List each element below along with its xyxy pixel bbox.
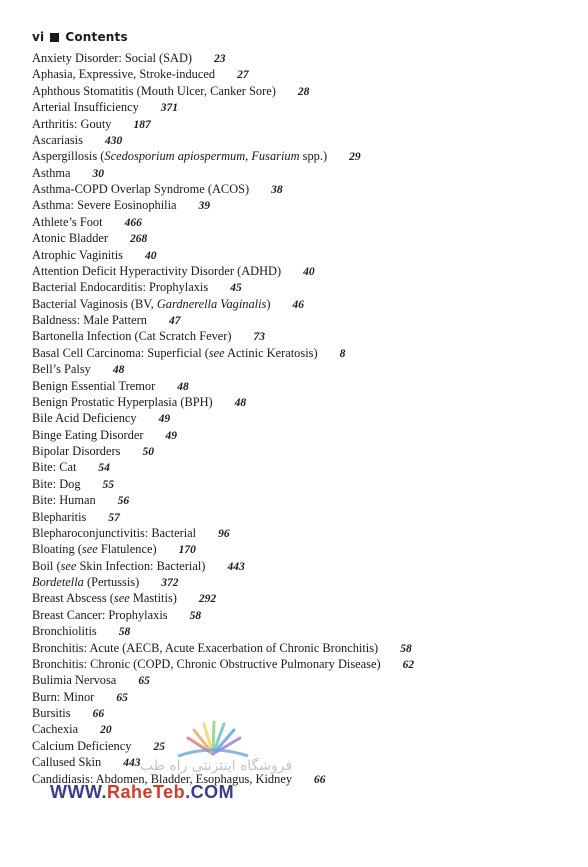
contents-entry xyxy=(32,476,414,492)
entry-page-number: 58 xyxy=(189,609,202,622)
contents-entry xyxy=(32,247,414,263)
entry-term: Binge Eating Disorder xyxy=(32,427,144,442)
watermark-url: WWW.RaheTeb.COM xyxy=(50,782,235,802)
entry-term: Atonic Bladder xyxy=(32,231,109,246)
entry-term: Bloating (see Flatulence) xyxy=(32,542,157,557)
entry-term: Asthma: Severe Eosinophilia xyxy=(32,198,177,213)
page-number: vi xyxy=(32,30,45,44)
entry-page-number: 20 xyxy=(100,724,112,737)
entry-term: Blepharoconjunctivitis: Bacterial xyxy=(32,525,197,540)
entry-term: Atrophic Vaginitis xyxy=(32,247,123,262)
contents-entry xyxy=(32,459,414,475)
contents-entry xyxy=(32,378,414,394)
contents-entry xyxy=(32,214,414,230)
entry-page-number: 46 xyxy=(292,298,305,311)
entry-page-number: 292 xyxy=(198,593,217,606)
entry-term: Baldness: Male Pattern xyxy=(32,313,147,327)
contents-entry xyxy=(32,771,414,787)
entry-page-number: 187 xyxy=(133,118,151,131)
entry-page-number: 8 xyxy=(339,347,346,360)
entry-term: Cachexia xyxy=(32,722,79,737)
contents-entry xyxy=(32,279,414,295)
entry-term: Benign Essential Tremor xyxy=(32,378,156,393)
entry-term: Bordetella (Pertussis) xyxy=(32,575,140,589)
entry-term: Bite: Cat xyxy=(32,460,77,475)
entry-page-number: 62 xyxy=(402,658,415,671)
contents-entry xyxy=(32,361,414,377)
entry-term: Aphasia, Expressive, Stroke-induced xyxy=(32,67,216,82)
contents-entry xyxy=(32,525,414,541)
entry-term: Asthma xyxy=(32,165,71,180)
entry-term: Arthritis: Gouty xyxy=(32,116,112,131)
entry-term: Blepharitis xyxy=(32,509,87,524)
entry-term: Bursitis xyxy=(32,706,71,720)
entry-page-number: 57 xyxy=(108,511,120,524)
entry-term: Anxiety Disorder: Social (SAD) xyxy=(32,51,193,65)
contents-entry xyxy=(32,328,414,344)
entry-page-number: 66 xyxy=(92,708,105,720)
contents-entry xyxy=(32,312,414,328)
entry-term: Benign Prostatic Hyperplasia (BPH) xyxy=(32,394,213,409)
entry-page-number: 40 xyxy=(144,249,157,262)
running-header xyxy=(32,30,128,44)
entry-term: Calcium Deficiency xyxy=(32,738,132,753)
contents-entry xyxy=(32,672,414,688)
entry-term: Bronchiolitis xyxy=(32,624,97,639)
entry-term: Bacterial Vaginosis (BV, Gardnerella Vaginalis) xyxy=(32,296,271,311)
contents-entry xyxy=(32,541,414,557)
entry-term: Bite: Human xyxy=(32,493,96,508)
entry-page-number: 443 xyxy=(123,757,141,770)
entry-page-number: 47 xyxy=(168,315,181,327)
entry-page-number: 268 xyxy=(130,233,148,246)
contents-entry xyxy=(32,738,414,754)
entry-page-number: 25 xyxy=(153,740,165,753)
contents-entry xyxy=(32,263,414,279)
contents-entry xyxy=(32,623,414,639)
entry-page-number: 45 xyxy=(230,282,242,295)
entry-term: Attention Deficit Hyperactivity Disorder (ADHD) xyxy=(32,263,282,278)
entry-page-number: 40 xyxy=(303,265,315,278)
entry-term: Basal Cell Carcinoma: Superficial (see Actinic Keratosis) xyxy=(32,345,318,360)
entry-page-number: 48 xyxy=(177,380,189,393)
entry-page-number: 49 xyxy=(165,429,177,442)
entry-page-number: 28 xyxy=(297,85,310,98)
entry-term: Bell’s Palsy xyxy=(32,362,91,377)
entry-page-number: 23 xyxy=(214,53,226,65)
contents-entry xyxy=(32,132,414,148)
contents-entry xyxy=(32,574,414,590)
contents-entry xyxy=(32,116,414,132)
contents-entry xyxy=(32,181,414,197)
entry-page-number: 27 xyxy=(237,69,249,82)
contents-entry xyxy=(32,296,414,312)
entry-page-number: 371 xyxy=(160,102,179,115)
entry-page-number: 430 xyxy=(104,134,123,147)
contents-list xyxy=(32,50,414,787)
entry-term: Bipolar Disorders xyxy=(32,444,121,458)
entry-term: Burn: Minor xyxy=(32,689,95,704)
contents-entry xyxy=(32,197,414,213)
contents-entry xyxy=(32,705,414,721)
entry-page-number: 466 xyxy=(124,216,142,229)
entry-page-number: 39 xyxy=(198,200,211,213)
entry-page-number: 48 xyxy=(234,396,247,409)
entry-term: Bacterial Endocarditis: Prophylaxis xyxy=(32,280,209,295)
contents-entry xyxy=(32,66,414,82)
entry-page-number: 443 xyxy=(227,560,245,573)
entry-term: Bulimia Nervosa xyxy=(32,673,117,688)
entry-page-number: 65 xyxy=(116,691,128,704)
contents-entry xyxy=(32,558,414,574)
entry-term: Bartonella Infection (Cat Scratch Fever) xyxy=(32,329,232,344)
contents-entry xyxy=(32,50,414,66)
entry-term: Aphthous Stomatitis (Mouth Ulcer, Canker Sore) xyxy=(32,83,276,98)
contents-entry xyxy=(32,509,414,525)
entry-page-number: 50 xyxy=(142,446,154,458)
contents-entry xyxy=(32,640,414,656)
contents-entry xyxy=(32,754,414,770)
square-icon xyxy=(50,33,59,42)
entry-term: Bronchitis: Chronic (COPD, Chronic Obstructive Pulmonary Disease) xyxy=(32,656,381,671)
entry-page-number: 49 xyxy=(158,413,171,426)
contents-entry xyxy=(32,443,414,459)
entry-page-number: 48 xyxy=(112,364,125,377)
contents-entry xyxy=(32,148,414,164)
entry-term: Bite: Dog xyxy=(32,476,81,491)
contents-entry xyxy=(32,721,414,737)
entry-term: Bronchitis: Acute (AECB, Acute Exacerbation of Chronic Bronchitis) xyxy=(32,640,379,655)
entry-page-number: 29 xyxy=(349,151,361,164)
entry-term: Candidiasis: Abdomen, Bladder, Esophagus, Kidney xyxy=(32,771,293,786)
contents-entry xyxy=(32,230,414,246)
watermark-text: فروشگاه اینترنتی راه طب xyxy=(140,758,293,774)
contents-entry xyxy=(32,427,414,443)
contents-entry xyxy=(32,689,414,705)
entry-page-number: 66 xyxy=(314,773,326,786)
entry-term: Asthma-COPD Overlap Syndrome (ACOS) xyxy=(32,182,250,196)
entry-term: Boil (see Skin Infection: Bacterial) xyxy=(32,558,206,573)
entry-page-number: 38 xyxy=(271,184,283,196)
entry-term: Bile Acid Deficiency xyxy=(32,411,137,426)
entry-term: Aspergillosis (Scedosporium apiospermum, Fusarium spp.) xyxy=(32,149,328,164)
contents-entry xyxy=(32,99,414,115)
entry-page-number: 30 xyxy=(92,167,105,180)
contents-entry xyxy=(32,83,414,99)
contents-entry xyxy=(32,607,414,623)
contents-entry xyxy=(32,656,414,672)
contents-entry xyxy=(32,165,414,181)
entry-page-number: 54 xyxy=(98,462,110,475)
entry-page-number: 73 xyxy=(253,331,266,344)
contents-entry xyxy=(32,394,414,410)
entry-page-number: 372 xyxy=(161,577,179,589)
entry-page-number: 58 xyxy=(400,642,412,655)
entry-page-number: 55 xyxy=(102,478,115,491)
contents-entry xyxy=(32,492,414,508)
entry-page-number: 58 xyxy=(118,626,131,639)
contents-entry xyxy=(32,345,414,361)
contents-entry xyxy=(32,590,414,606)
entry-page-number: 170 xyxy=(178,544,196,557)
header-title: Contents xyxy=(65,30,128,44)
entry-term: Breast Abscess (see Mastitis) xyxy=(32,591,177,606)
entry-term: Arterial Insufficiency xyxy=(32,100,139,115)
entry-term: Ascariasis xyxy=(32,132,83,147)
entry-term: Breast Cancer: Prophylaxis xyxy=(32,607,168,622)
entry-term: Callused Skin xyxy=(32,755,102,770)
entry-page-number: 96 xyxy=(218,527,230,540)
contents-entry xyxy=(32,410,414,426)
entry-page-number: 65 xyxy=(138,675,150,688)
entry-page-number: 56 xyxy=(117,495,130,508)
entry-term: Athlete’s Foot xyxy=(32,214,103,229)
